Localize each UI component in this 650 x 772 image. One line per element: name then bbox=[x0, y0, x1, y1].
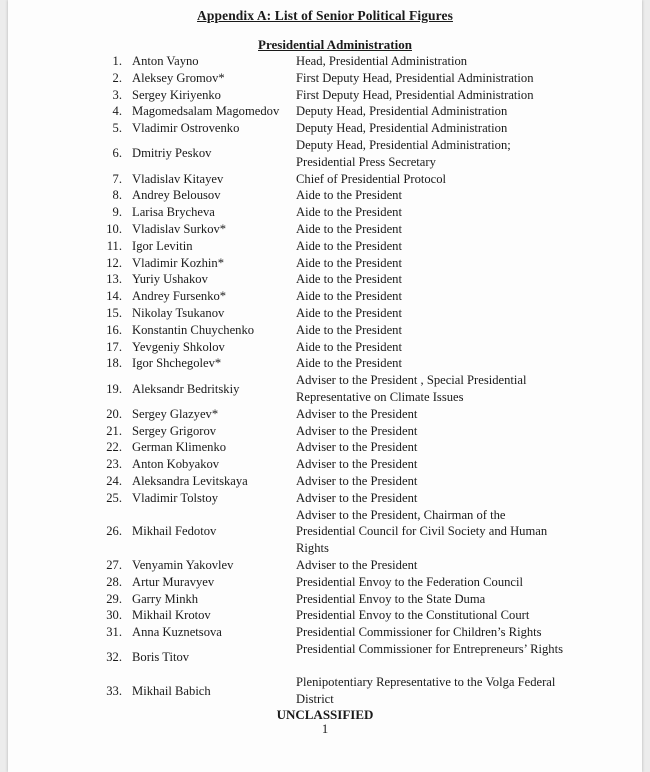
person-name: Sergey Grigorov bbox=[132, 423, 217, 438]
person-name: Aleksey Gromov* bbox=[132, 70, 225, 85]
item-number: 5. bbox=[112, 121, 122, 136]
item-number: 12. bbox=[106, 255, 122, 270]
person-title: Deputy Head, Presidential Administration bbox=[296, 121, 508, 136]
person-title: Adviser to the President , Special Presidential Representative on Climate Issues bbox=[296, 373, 527, 404]
item-number: 9. bbox=[112, 205, 122, 220]
person-name: Anton Vayno bbox=[132, 54, 199, 68]
item-number: 2. bbox=[112, 70, 122, 85]
list-item bbox=[8, 103, 642, 120]
person-title: Deputy Head, Presidential Administration bbox=[296, 104, 508, 119]
person-title: Aide to the President bbox=[296, 272, 402, 287]
person-name: Vladimir Tolstoy bbox=[132, 490, 218, 505]
list-item bbox=[8, 372, 642, 406]
item-number: 20. bbox=[106, 406, 122, 421]
list-item bbox=[8, 271, 642, 288]
item-number: 22. bbox=[106, 440, 122, 455]
list-item bbox=[8, 624, 642, 641]
person-name: Vladislav Kitayev bbox=[132, 171, 224, 186]
list-item bbox=[8, 490, 642, 507]
person-title: Presidential Envoy to the Constitutional Court bbox=[296, 608, 530, 623]
person-name: Sergey Glazyev* bbox=[132, 406, 219, 421]
person-name: Anna Kuznetsova bbox=[132, 625, 222, 640]
person-title: Aide to the President bbox=[296, 305, 402, 320]
item-number: 16. bbox=[106, 322, 122, 337]
list-item bbox=[8, 171, 642, 188]
list-item bbox=[8, 305, 642, 322]
person-name: Sergey Kiriyenko bbox=[132, 87, 221, 102]
list-item bbox=[8, 574, 642, 591]
person-title: Presidential Envoy to the Federation Council bbox=[296, 574, 523, 589]
person-name: Andrey Fursenko* bbox=[132, 289, 227, 304]
person-title: First Deputy Head, Presidential Administration bbox=[296, 70, 534, 85]
person-title: Deputy Head, Presidential Administration; Presidential Press Secretary bbox=[296, 137, 511, 169]
item-number: 13. bbox=[106, 272, 122, 287]
item-number: 26. bbox=[106, 524, 122, 539]
person-title: Aide to the President bbox=[296, 205, 402, 220]
list-item bbox=[8, 238, 642, 255]
person-name: Mikhail Fedotov bbox=[132, 524, 217, 539]
person-title: First Deputy Head, Presidential Administration bbox=[296, 87, 534, 102]
item-number: 30. bbox=[106, 608, 122, 623]
item-number: 18. bbox=[106, 356, 122, 371]
person-title: Presidential Commissioner for Children’s Rights bbox=[296, 625, 542, 640]
list-item bbox=[8, 439, 642, 456]
item-number: 15. bbox=[106, 305, 122, 320]
person-name: Magomedsalam Magomedov bbox=[132, 104, 280, 119]
person-title: Presidential Commissioner for Entrepreneurs’ Rights bbox=[296, 641, 563, 656]
page-number: 1 bbox=[321, 722, 329, 736]
item-number: 7. bbox=[112, 171, 122, 186]
person-name: Igor Shchegolev* bbox=[132, 356, 222, 371]
person-name: Vladimir Ostrovenko bbox=[132, 121, 240, 136]
item-number: 31. bbox=[106, 625, 122, 640]
item-number: 32. bbox=[106, 650, 122, 665]
person-title: Adviser to the President bbox=[296, 457, 418, 472]
person-title: Aide to the President bbox=[296, 255, 402, 270]
list-item bbox=[8, 557, 642, 574]
person-name: Mikhail Babich bbox=[132, 683, 211, 698]
person-title: Aide to the President bbox=[296, 289, 402, 304]
item-number: 17. bbox=[106, 339, 122, 354]
person-title: Adviser to the President, Chairman of the Presidential Council for Civil Society and Human Rights bbox=[296, 507, 548, 556]
list-item bbox=[8, 507, 642, 557]
item-number: 10. bbox=[106, 221, 122, 236]
person-name: Yuriy Ushakov bbox=[132, 272, 208, 287]
person-name: Dmitriy Peskov bbox=[132, 146, 212, 161]
person-title: Aide to the President bbox=[296, 356, 402, 371]
person-name: Konstantin Chuychenko bbox=[132, 322, 255, 337]
section-heading: Presidential Administration bbox=[258, 37, 412, 52]
list-item bbox=[8, 607, 642, 624]
person-name: Vladislav Surkov* bbox=[132, 221, 227, 236]
list-item bbox=[8, 137, 642, 171]
list-item bbox=[8, 53, 642, 70]
person-name: Vladimir Kozhin* bbox=[132, 255, 224, 270]
document-title: Appendix A: List of Senior Political Figures bbox=[197, 8, 453, 23]
person-name: Mikhail Krotov bbox=[132, 608, 211, 623]
item-number: 4. bbox=[112, 104, 122, 119]
list-item bbox=[8, 591, 642, 608]
person-title: Adviser to the President bbox=[296, 406, 418, 421]
person-title: Aide to the President bbox=[296, 221, 402, 236]
list-item bbox=[8, 187, 642, 204]
item-number: 6. bbox=[112, 146, 122, 161]
person-title: Aide to the President bbox=[296, 322, 402, 337]
classification-marking: UNCLASSIFIED bbox=[276, 707, 374, 722]
person-name: Artur Muravyev bbox=[132, 574, 215, 589]
person-title: Aide to the President bbox=[296, 339, 402, 354]
item-number: 11. bbox=[106, 238, 122, 253]
person-title: Presidential Envoy to the State Duma bbox=[296, 591, 486, 606]
item-number: 25. bbox=[106, 490, 122, 505]
figures-list bbox=[8, 53, 642, 708]
list-item bbox=[8, 473, 642, 490]
item-number: 33. bbox=[106, 683, 122, 698]
list-item bbox=[8, 120, 642, 137]
list-item bbox=[8, 204, 642, 221]
person-title: Adviser to the President bbox=[296, 557, 418, 572]
person-name: Boris Titov bbox=[132, 650, 190, 665]
person-name: Nikolay Tsukanov bbox=[132, 305, 225, 320]
person-title: Chief of Presidential Protocol bbox=[296, 171, 447, 186]
list-item bbox=[8, 255, 642, 272]
person-name: Aleksandra Levitskaya bbox=[132, 473, 248, 488]
person-name: Anton Kobyakov bbox=[132, 457, 220, 472]
document-page bbox=[8, 0, 642, 772]
person-title: Adviser to the President bbox=[296, 473, 418, 488]
list-item bbox=[8, 322, 642, 339]
list-item bbox=[8, 641, 642, 675]
list-item bbox=[8, 87, 642, 104]
list-item bbox=[8, 221, 642, 238]
person-title: Aide to the President bbox=[296, 238, 402, 253]
list-item bbox=[8, 423, 642, 440]
person-name: Garry Minkh bbox=[132, 591, 199, 606]
item-number: 19. bbox=[106, 381, 122, 396]
person-name: German Klimenko bbox=[132, 440, 227, 455]
item-number: 1. bbox=[112, 54, 122, 68]
person-name: Yevgeniy Shkolov bbox=[132, 339, 225, 354]
list-item bbox=[8, 674, 642, 708]
item-number: 23. bbox=[106, 457, 122, 472]
person-name: Venyamin Yakovlev bbox=[132, 557, 234, 572]
person-title: Head, Presidential Administration bbox=[296, 54, 468, 68]
item-number: 8. bbox=[112, 188, 122, 203]
list-item bbox=[8, 70, 642, 87]
list-item bbox=[8, 456, 642, 473]
person-name: Andrey Belousov bbox=[132, 188, 221, 203]
person-name: Aleksandr Bedritskiy bbox=[132, 381, 240, 396]
item-number: 28. bbox=[106, 574, 122, 589]
list-item bbox=[8, 288, 642, 305]
item-number: 29. bbox=[106, 591, 122, 606]
item-number: 3. bbox=[112, 87, 122, 102]
list-item bbox=[8, 406, 642, 423]
list-item bbox=[8, 339, 642, 356]
person-title: Plenipotentiary Representative to the Volga Federal District bbox=[296, 675, 556, 707]
item-number: 14. bbox=[106, 289, 122, 304]
person-title: Adviser to the President bbox=[296, 440, 418, 455]
item-number: 27. bbox=[106, 557, 122, 572]
person-title: Adviser to the President bbox=[296, 490, 418, 505]
person-title: Aide to the President bbox=[296, 188, 402, 203]
item-number: 21. bbox=[106, 423, 122, 438]
person-name: Larisa Brycheva bbox=[132, 205, 215, 220]
person-title: Adviser to the President bbox=[296, 423, 418, 438]
item-number: 24. bbox=[106, 473, 122, 488]
person-name: Igor Levitin bbox=[132, 238, 193, 253]
list-item bbox=[8, 355, 642, 372]
